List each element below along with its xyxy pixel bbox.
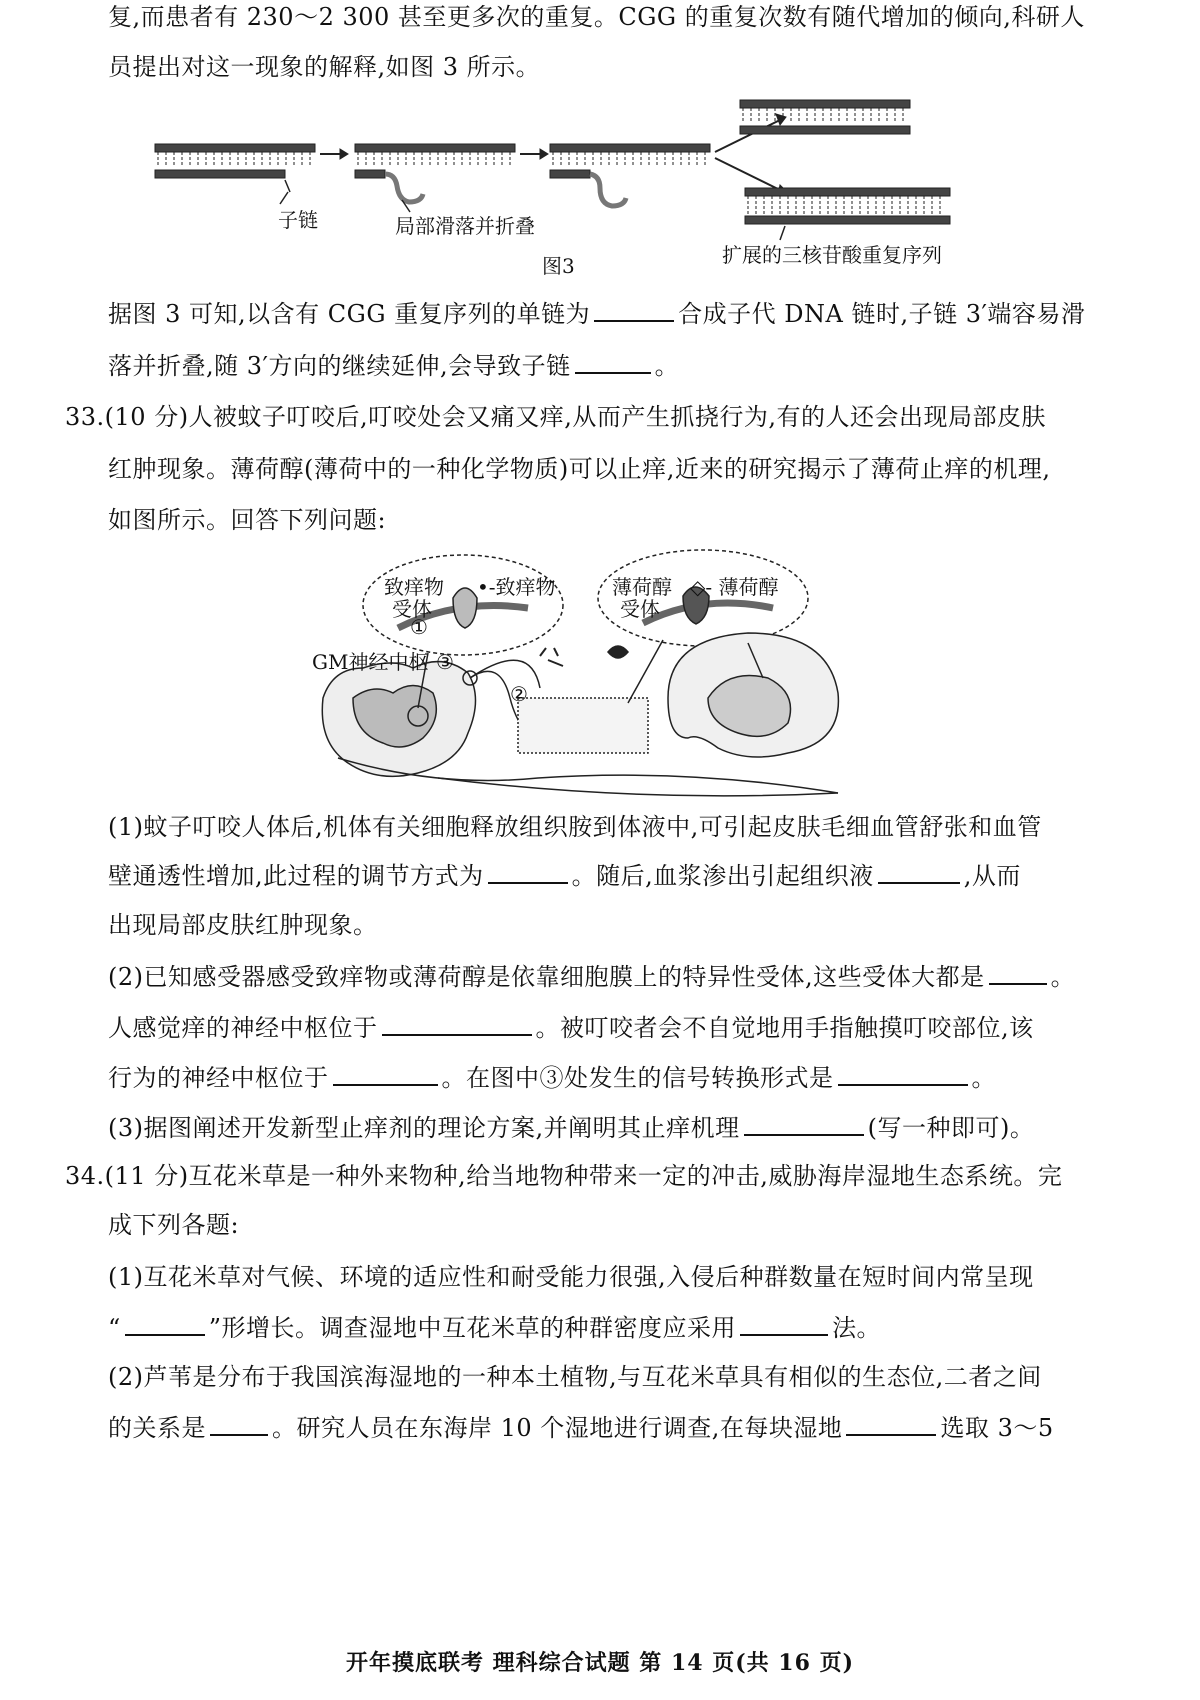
q33-line-2: 红肿现象。薄荷醇(薄荷中的一种化学物质)可以止痒,近来的研究揭示了薄荷止痒的机理, bbox=[108, 455, 1051, 483]
fig3-label-slip-fold: 局部滑落并折叠 bbox=[395, 214, 535, 238]
answer-blank[interactable] bbox=[575, 350, 651, 374]
answer-blank[interactable] bbox=[333, 1062, 438, 1086]
intro-line-2: 员提出对这一现象的解释,如图 3 所示。 bbox=[108, 53, 541, 81]
q34-sub2-line-2 bbox=[108, 1412, 1054, 1443]
fig-label-itch-substance: •-致痒物 bbox=[477, 575, 556, 599]
q33-sub2-text-3c: 。 bbox=[971, 1064, 996, 1092]
answer-blank[interactable] bbox=[488, 860, 568, 884]
q34-sub1-line-1: (1)互花米草对气候、环境的适应性和耐受能力很强,入侵后种群数量在短时间内常呈现 bbox=[108, 1263, 1034, 1291]
q33-sub2-text-1a: (2)已知感受器感受致痒物或薄荷醇是依靠细胞膜上的特异性受体,这些受体大都是 bbox=[108, 963, 985, 991]
q34-sub1-text-2c: 法。 bbox=[832, 1314, 882, 1342]
answer-blank[interactable] bbox=[878, 860, 960, 884]
answer-blank[interactable] bbox=[382, 1012, 532, 1036]
q34-sub1-text-2a: “ bbox=[108, 1314, 121, 1342]
q33-sub2-text-3a: 行为的神经中枢位于 bbox=[108, 1064, 329, 1092]
q34-sub2-text-2b: 。研究人员在东海岸 10 个湿地进行调查,在每块湿地 bbox=[272, 1414, 843, 1442]
q32-text-2b: 。 bbox=[654, 352, 680, 380]
q33-sub2-line-1 bbox=[108, 961, 1075, 992]
q33-sub2-line-3 bbox=[108, 1062, 996, 1093]
fig3-label-daughter-chain: 子链 bbox=[278, 208, 318, 232]
q33-sub1-text-2a: 壁通透性增加,此过程的调节方式为 bbox=[108, 862, 484, 890]
fig-label-itch-receptor-2: 受体 bbox=[392, 597, 432, 621]
answer-blank[interactable] bbox=[594, 298, 674, 322]
fig-label-menthol-receptor-2: 受体 bbox=[620, 597, 660, 621]
fig-mark-2: ② bbox=[510, 682, 528, 706]
answer-blank[interactable] bbox=[846, 1412, 936, 1436]
q33-sub2-text-3b: 。在图中③处发生的信号转换形式是 bbox=[441, 1064, 834, 1092]
q33-sub1-line-3: 出现局部皮肤红肿现象。 bbox=[108, 911, 378, 939]
q33-sub2-text-2b: 。被叮咬者会不自觉地用手指触摸叮咬部位,该 bbox=[535, 1014, 1034, 1042]
dna-segment-2 bbox=[355, 144, 515, 202]
intro-line-1: 复,而患者有 230～2 300 甚至更多次的重复。CGG 的重复次数有随代增加的倾向,科研人 bbox=[108, 3, 1085, 31]
fig3-label-expanded-repeat: 扩展的三核苷酸重复序列 bbox=[722, 243, 942, 267]
answer-blank[interactable] bbox=[740, 1312, 828, 1336]
q32-text-2a: 落并折叠,随 3′方向的继续延伸,会导致子链 bbox=[108, 352, 571, 380]
q33-sub1-line-2 bbox=[108, 860, 1021, 891]
q32-line-1 bbox=[108, 298, 1085, 329]
fig-label-menthol-receptor: 薄荷醇 bbox=[612, 575, 672, 599]
q33-sub2-text-1b: 。 bbox=[1050, 963, 1076, 991]
q32-text-1a: 据图 3 可知,以含有 CGG 重复序列的单链为 bbox=[108, 300, 591, 328]
q34-line-2: 成下列各题: bbox=[108, 1211, 240, 1239]
q33-sub2-line-2 bbox=[108, 1012, 1034, 1043]
fig-mark-3: ③ bbox=[436, 650, 454, 674]
dna-segment-1 bbox=[155, 144, 315, 192]
q34-line-1: 34.(11 分)互花米草是一种外来物种,给当地物种带来一定的冲击,威胁海岸湿地生态系统。完 bbox=[65, 1162, 1063, 1190]
q33-sub1-text-2c: ,从而 bbox=[963, 862, 1021, 890]
q33-sub2-text-2a: 人感觉痒的神经中枢位于 bbox=[108, 1014, 378, 1042]
q34-sub2-text-2c: 选取 3～5 bbox=[940, 1414, 1054, 1442]
q34-sub1-text-2b: ”形增长。调查湿地中互花米草的种群密度应采用 bbox=[208, 1314, 737, 1342]
fig-mark-1: ① bbox=[410, 615, 428, 639]
q33-sub3-line-1 bbox=[108, 1112, 1034, 1143]
q33-sub1-line-1: (1)蚊子叮咬人体后,机体有关细胞释放组织胺到体液中,可引起皮肤毛细血管舒张和血管 bbox=[108, 813, 1042, 841]
q34-sub1-line-2 bbox=[108, 1312, 881, 1343]
q33-line-3: 如图所示。回答下列问题: bbox=[108, 506, 387, 534]
answer-blank[interactable] bbox=[744, 1112, 864, 1136]
fig-label-itch-receptor: 致痒物 bbox=[384, 575, 444, 599]
dna-segment-3 bbox=[550, 144, 710, 206]
page-footer: 开年摸底联考 理科综合试题 第 14 页(共 16 页) bbox=[345, 1650, 854, 1676]
answer-blank[interactable] bbox=[125, 1312, 205, 1336]
q32-line-2 bbox=[108, 350, 679, 381]
dna-result-top bbox=[740, 100, 910, 134]
q32-text-1b: 合成子代 DNA 链时,子链 3′端容易滑 bbox=[678, 300, 1086, 328]
q33-sub1-text-2b: 。随后,血浆渗出引起组织液 bbox=[571, 862, 874, 890]
fig-label-gm-center: GM神经中枢 bbox=[312, 650, 429, 674]
fig-label-menthol: ◇- 薄荷醇 bbox=[690, 575, 779, 599]
dna-result-bottom bbox=[745, 188, 950, 240]
fig3-caption: 图3 bbox=[542, 254, 575, 278]
q33-sub3-text-1b: (写一种即可)。 bbox=[867, 1114, 1035, 1142]
q34-sub2-text-2a: 的关系是 bbox=[108, 1414, 206, 1442]
answer-blank[interactable] bbox=[210, 1412, 268, 1436]
answer-blank[interactable] bbox=[989, 961, 1047, 985]
q33-line-1: 33.(10 分)人被蚊子叮咬后,叮咬处会又痛又痒,从而产生抓挠行为,有的人还会出现局部皮肤 bbox=[65, 403, 1046, 431]
q34-sub2-line-1: (2)芦苇是分布于我国滨海湿地的一种本土植物,与互花米草具有相似的生态位,二者之间 bbox=[108, 1363, 1042, 1391]
q33-sub3-text-1a: (3)据图阐述开发新型止痒剂的理论方案,并阐明其止痒机理 bbox=[108, 1114, 740, 1142]
answer-blank[interactable] bbox=[838, 1062, 968, 1086]
